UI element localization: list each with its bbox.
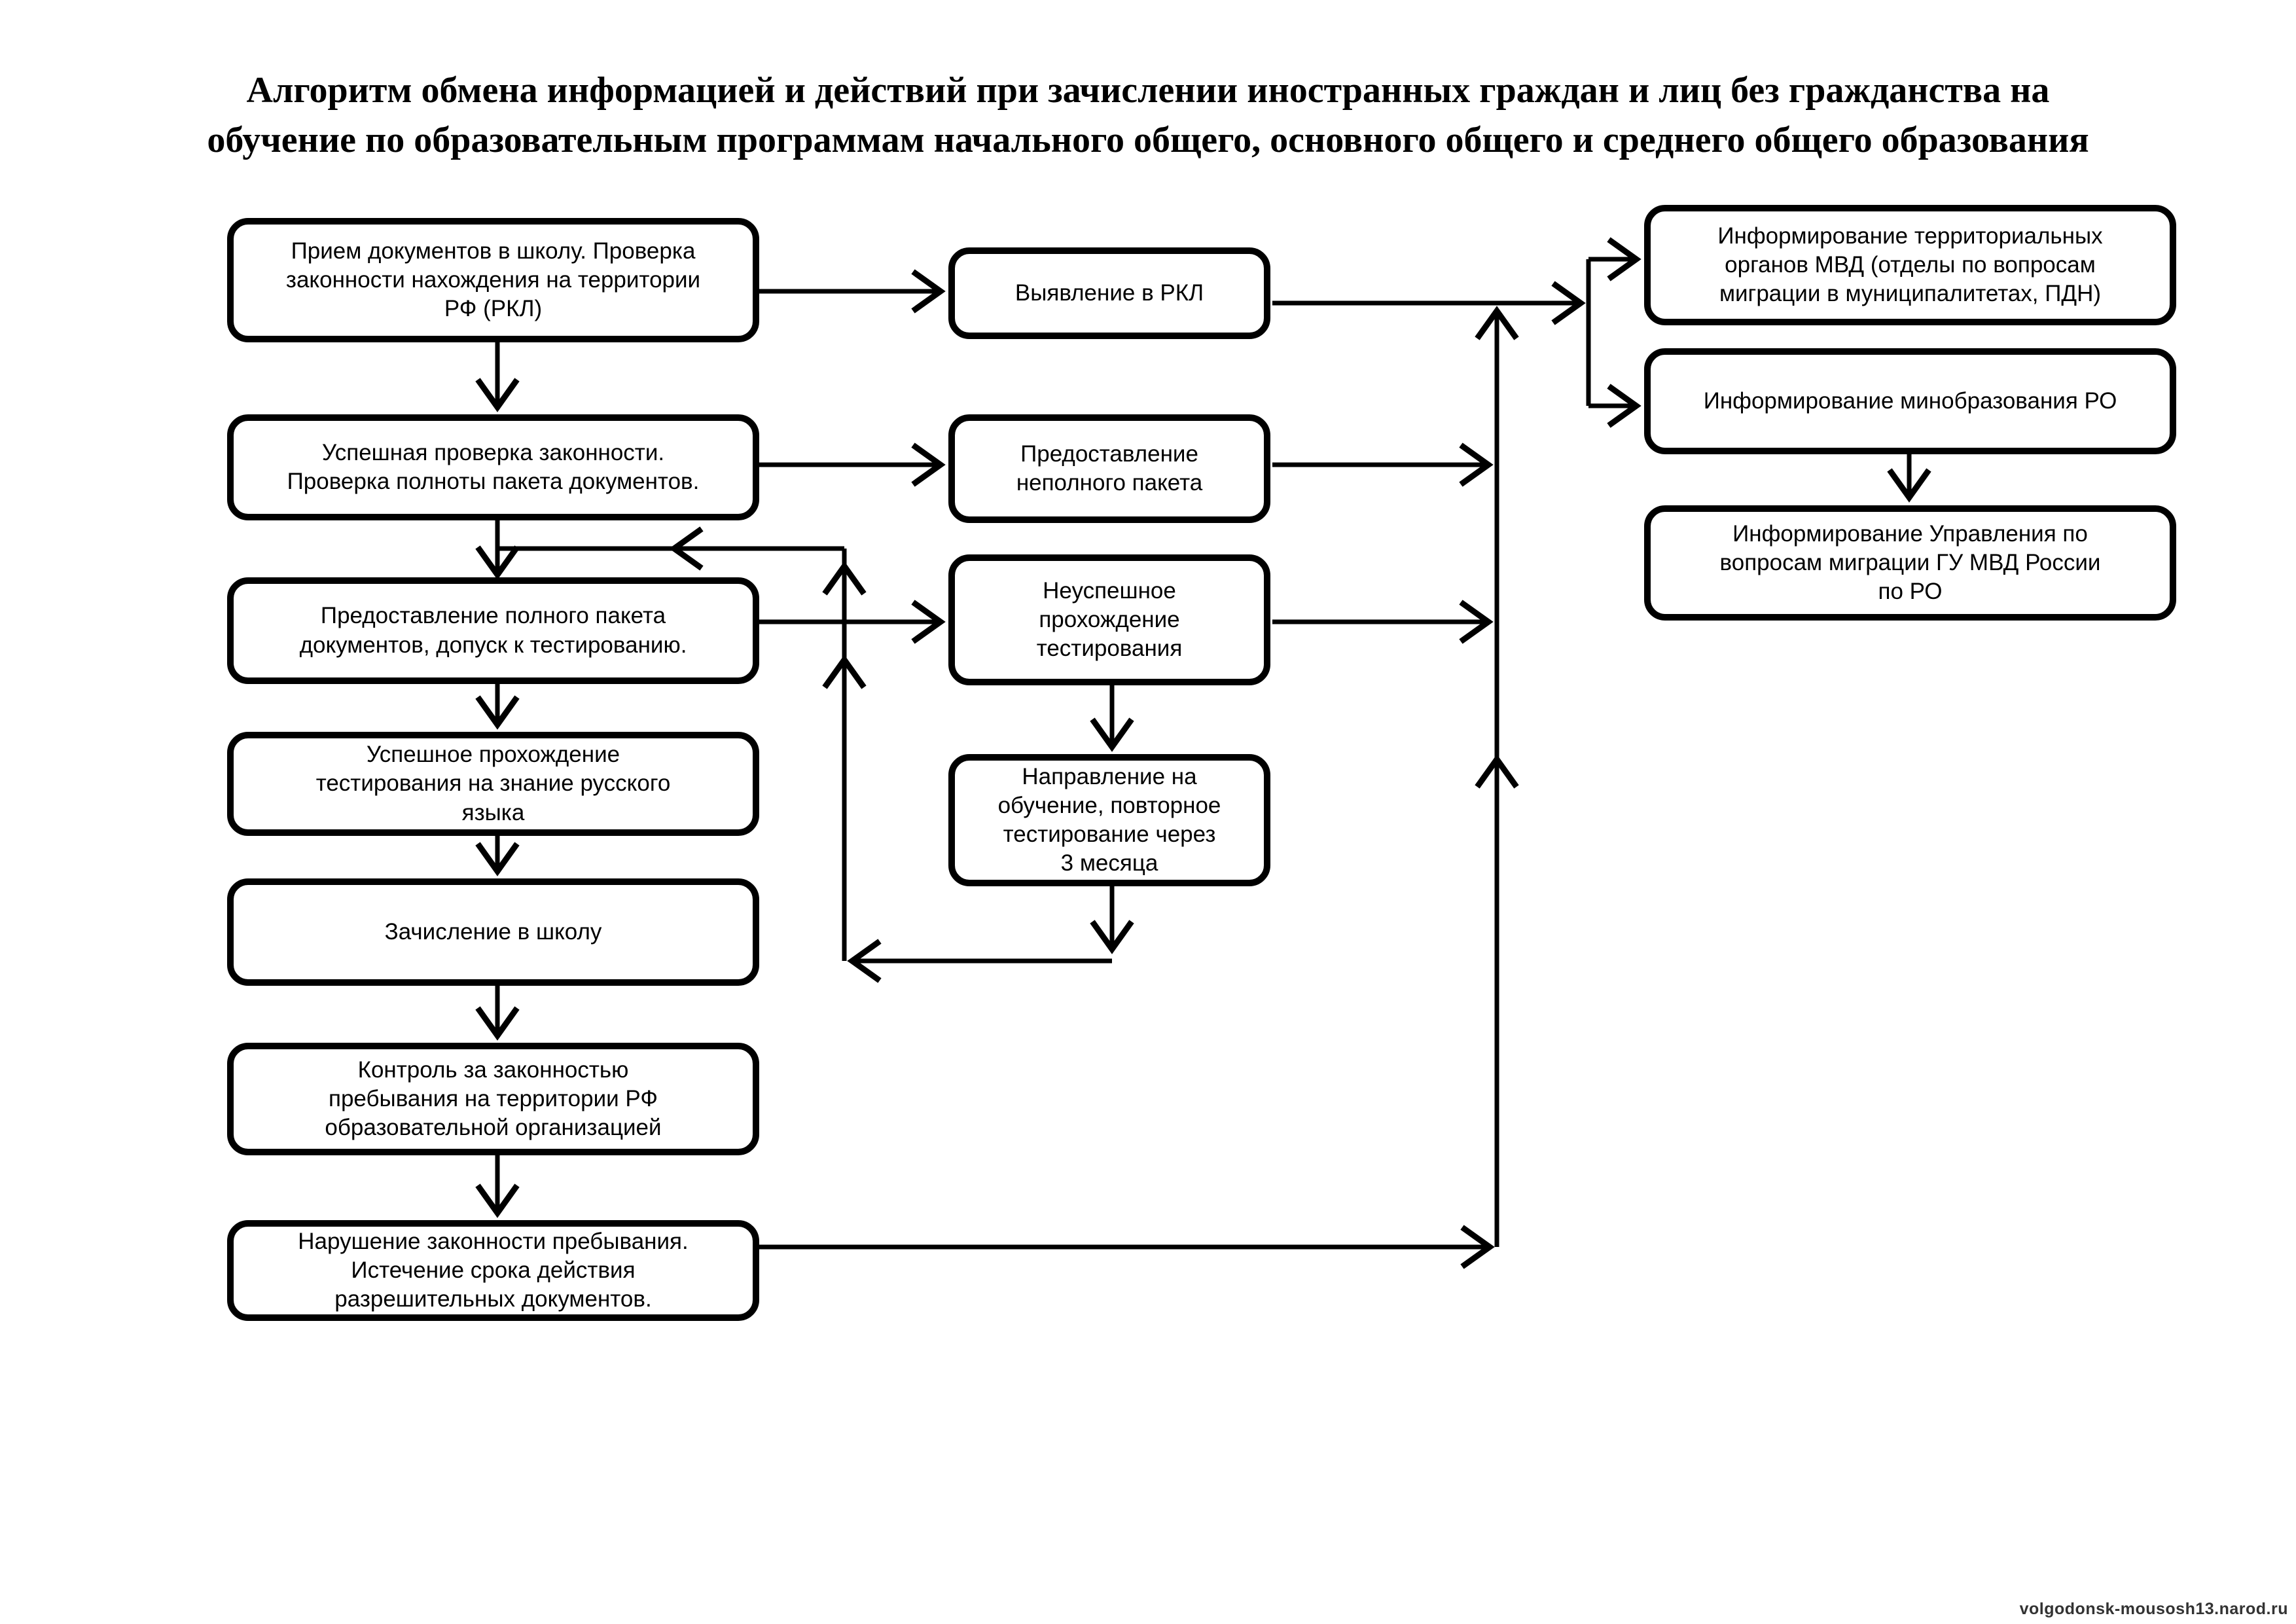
node-polny-paket: Предоставление полного пакета документов, допуск к тестированию. bbox=[227, 577, 759, 684]
node-vyyavlenie-rkl: Выявление в РКЛ bbox=[948, 247, 1270, 339]
node-kontrol-prebyvaniya: Контроль за законностью пребывания на территории РФ образовательной организацией bbox=[227, 1043, 759, 1155]
node-informirovanie-upravleniya: Информирование Управления по вопросам миграции ГУ МВД России по РО bbox=[1644, 505, 2176, 621]
node-uspeshnoe-testirovanie: Успешное прохождение тестирования на знание русского языка bbox=[227, 732, 759, 836]
node-zachislenie: Зачисление в школу bbox=[227, 878, 759, 986]
node-priem-dokumentov: Прием документов в школу. Проверка законности нахождения на территории РФ (РКЛ) bbox=[227, 218, 759, 342]
page-title-line-1: Алгоритм обмена информацией и действий при зачислении иностранных граждан и лиц без гражданства на bbox=[246, 70, 2050, 111]
watermark: volgodonsk-mousosh13.narod.ru bbox=[2019, 1600, 2288, 1618]
node-neuspeshnoe-testirovanie: Неуспешное прохождение тестирования bbox=[948, 554, 1270, 685]
node-narushenie-zakonnosti: Нарушение законности пребывания. Истечение срока действия разрешительных документов. bbox=[227, 1220, 759, 1321]
node-uspeshnaya-proverka: Успешная проверка законности. Проверка полноты пакета документов. bbox=[227, 414, 759, 520]
page-title-line-2: обучение по образовательным программам начального общего, основного общего и среднего общего образования bbox=[207, 120, 2089, 161]
node-informirovanie-minobr: Информирование минобразования РО bbox=[1644, 348, 2176, 454]
node-informirovanie-mvd: Информирование территориальных органов МВД (отделы по вопросам миграции в муниципалитетах, ПДН) bbox=[1644, 205, 2176, 325]
node-nepolny-paket: Предоставление неполного пакета bbox=[948, 414, 1270, 523]
node-napravlenie-povtornoe: Направление на обучение, повторное тестирование через 3 месяца bbox=[948, 754, 1270, 886]
